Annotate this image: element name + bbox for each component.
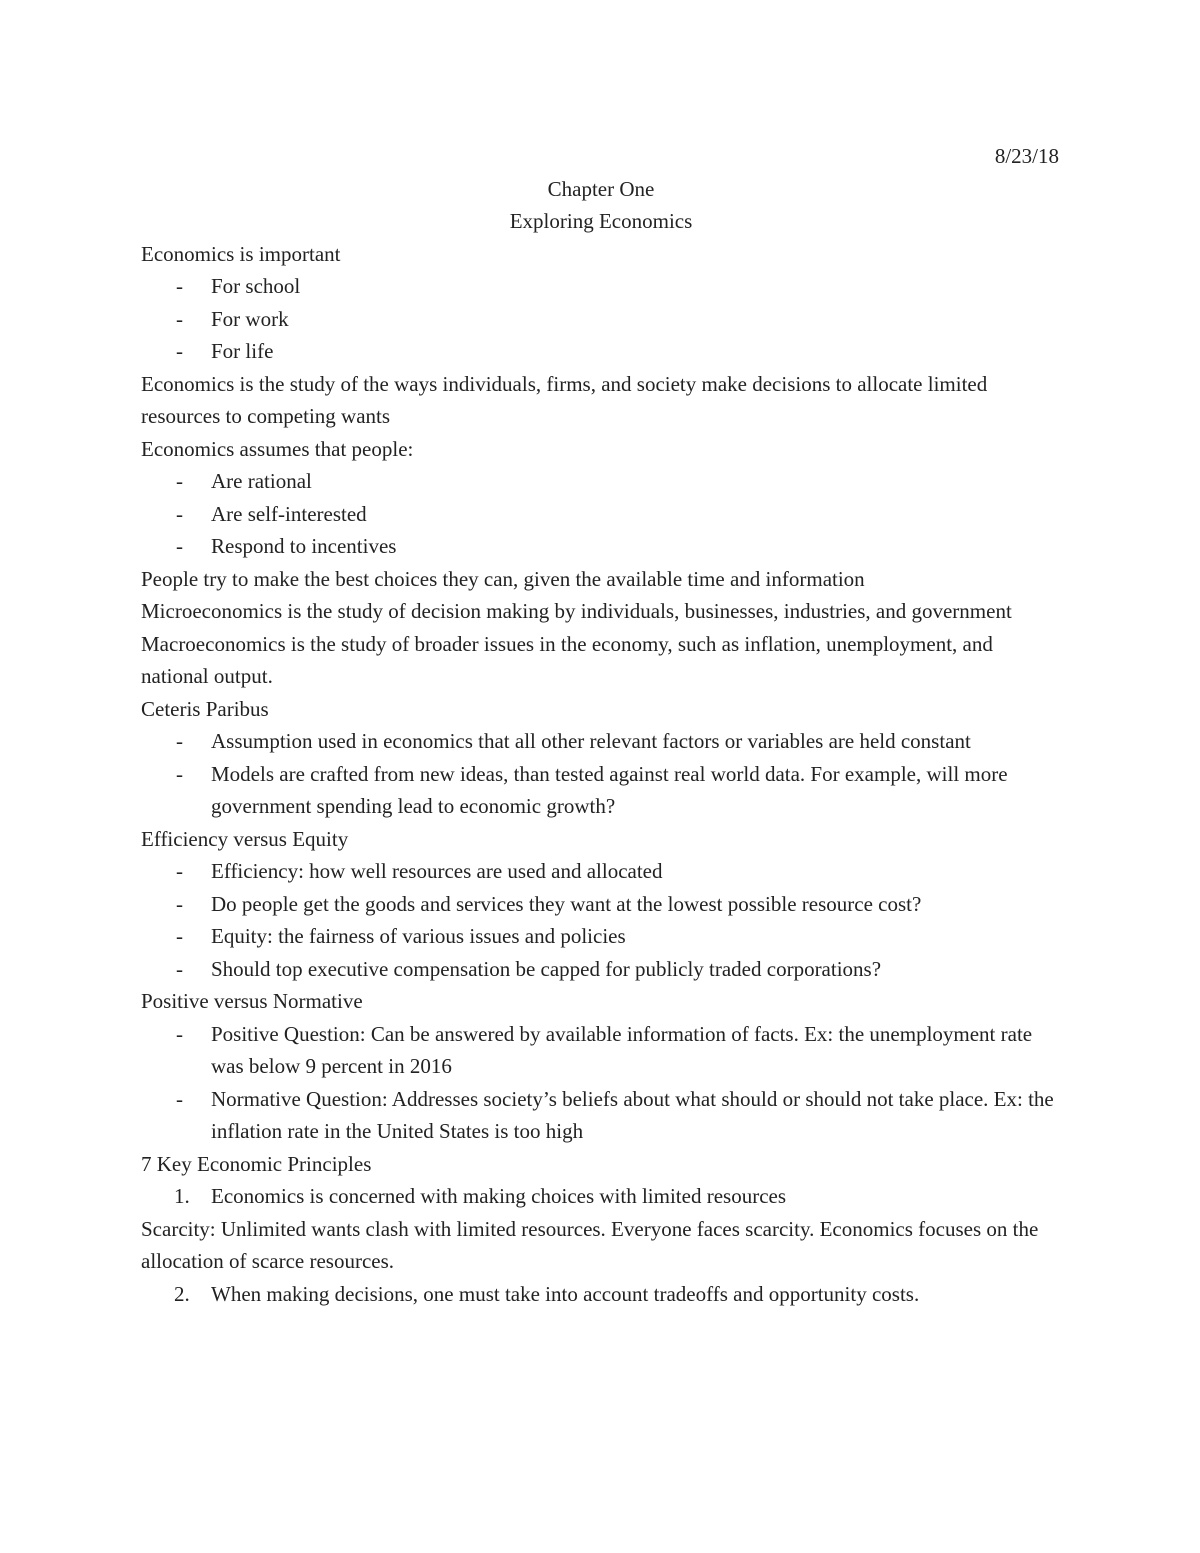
bullet-dash: -: [176, 956, 183, 981]
chapter-subtitle: Exploring Economics: [509, 209, 693, 233]
bullet-dash: -: [176, 534, 183, 558]
section-heading-ceteris-paribus: Ceteris Paribus: [141, 696, 269, 721]
list-item: - Normative Question: Addresses society’s beliefs about what should or should not take place. Ex: the inflation rate in the United States is too high: [141, 1083, 1061, 1148]
bullet-dash: -: [176, 274, 183, 298]
people-choices-line: People try to make the best choices they can, given the available time and information: [141, 566, 865, 591]
bullet-dash: -: [176, 1086, 183, 1111]
bullet-dash: -: [176, 729, 183, 753]
item-number: 2.: [174, 1281, 190, 1306]
list-item: - Should top executive compensation be capped for publicly traded corporations?: [141, 953, 1061, 986]
bullet-dash: -: [176, 859, 183, 883]
macroeconomics-definition: Macroeconomics is the study of broader issues in the economy, such as inflation, unemployment, and national output.: [141, 631, 993, 688]
section-heading-assumptions: Economics assumes that people:: [141, 436, 414, 461]
list-item: - For life: [141, 335, 1061, 368]
list-item: - Are self-interested: [141, 498, 1061, 531]
date: 8/23/18: [994, 144, 1059, 168]
chapter-title: Chapter One: [547, 176, 655, 201]
list-item: - For school: [141, 270, 1061, 303]
bullet-dash: -: [176, 924, 183, 948]
list-item: - Respond to incentives: [141, 530, 1061, 563]
list-item: - Are rational: [141, 465, 1061, 498]
list-item: - For work: [141, 303, 1061, 336]
numbered-item: 2. When making decisions, one must take into account tradeoffs and opportunity costs.: [141, 1278, 1061, 1311]
bullet-dash: -: [176, 1021, 183, 1046]
section-heading-efficiency-equity: Efficiency versus Equity: [141, 826, 349, 851]
item-number: 1.: [174, 1184, 190, 1208]
list-item: - Equity: the fairness of various issues and policies: [141, 920, 1061, 953]
bullet-dash: -: [176, 339, 183, 363]
bullet-dash: -: [176, 891, 183, 916]
section-heading-positive-normative: Positive versus Normative: [141, 989, 363, 1013]
bullet-dash: -: [176, 306, 183, 331]
scarcity-paragraph: Scarcity: Unlimited wants clash with limited resources. Everyone faces scarcity. Economics focuses on the allocation of scarce resources.: [141, 1216, 1039, 1273]
list-item: - Do people get the goods and services they want at the lowest possible resource cost?: [141, 888, 1061, 921]
list-item: - Efficiency: how well resources are used and allocated: [141, 855, 1061, 888]
list-item: - Assumption used in economics that all other relevant factors or variables are held constant: [141, 725, 1061, 758]
microeconomics-definition: Microeconomics is the study of decision making by individuals, businesses, industries, and government: [141, 599, 1012, 623]
bullet-dash: -: [176, 761, 183, 786]
bullet-dash: -: [176, 501, 183, 526]
bullet-dash: -: [176, 469, 183, 493]
list-item: - Positive Question: Can be answered by available information of facts. Ex: the unemployment rate was below 9 percent in 2016: [141, 1018, 1061, 1083]
economics-definition: Economics is the study of the ways individuals, firms, and society make decisions to allocate limited resources to competing wants: [141, 371, 988, 428]
section-heading-key-principles: 7 Key Economic Principles: [141, 1151, 372, 1176]
section-heading-importance: Economics is important: [141, 241, 341, 266]
list-item: - Models are crafted from new ideas, than tested against real world data. For example, will more government spending lead to economic growth?: [141, 758, 1061, 823]
numbered-item: 1. Economics is concerned with making choices with limited resources: [141, 1180, 1061, 1213]
document-page: [141, 140, 1061, 1310]
